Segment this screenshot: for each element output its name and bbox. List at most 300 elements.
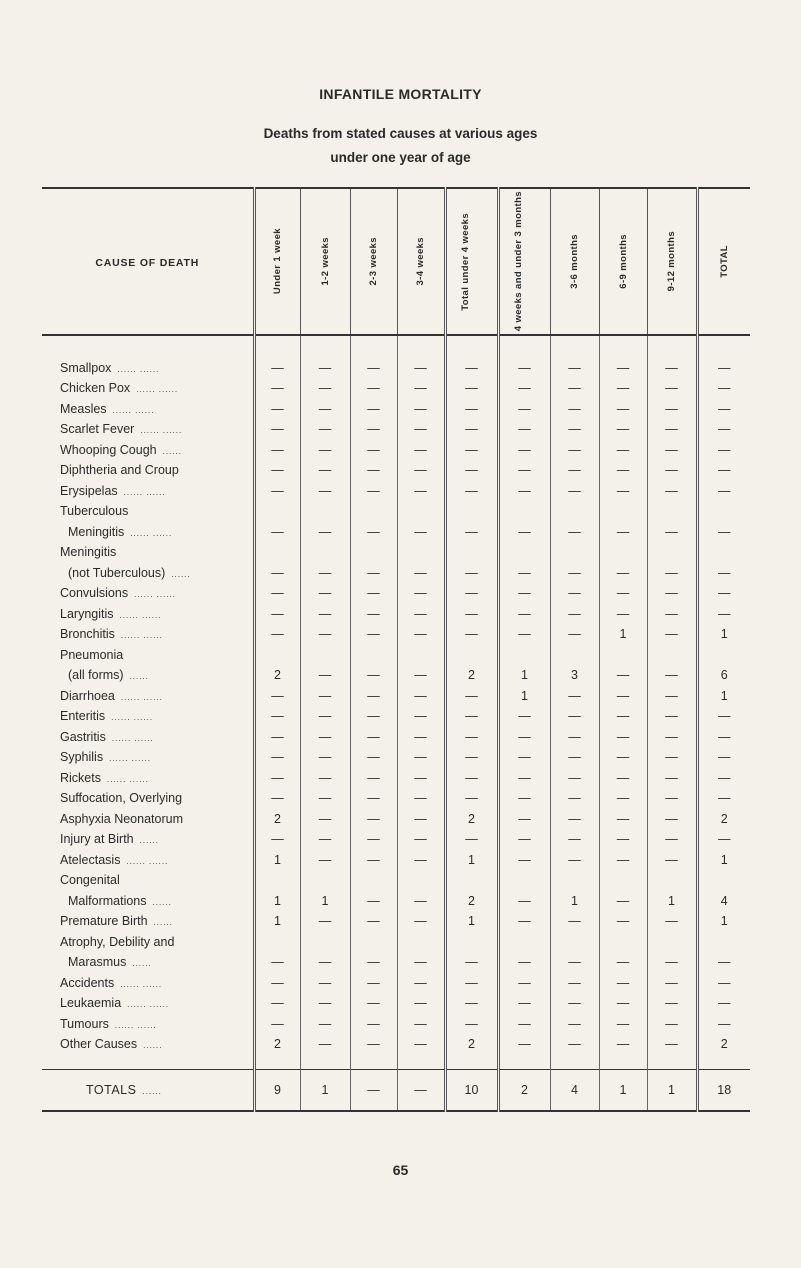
- value-cell: —: [498, 354, 550, 375]
- cause-label: (not Tuberculous): [68, 565, 166, 580]
- value-cell: —: [350, 559, 397, 580]
- value-cell: 1: [300, 1070, 350, 1112]
- spacer-row: [42, 335, 750, 354]
- leader-dots: ...... ......: [120, 979, 163, 989]
- value-cell: —: [350, 416, 397, 437]
- value-cell: —: [300, 621, 350, 642]
- cause-label: Syphilis: [60, 750, 104, 764]
- value-cell: —: [599, 1010, 647, 1031]
- value-cell: 18: [697, 1070, 750, 1112]
- value-cell: —: [300, 457, 350, 478]
- cause-cell: [42, 969, 254, 990]
- value-cell: 3: [550, 662, 599, 683]
- value-cell: —: [254, 723, 300, 744]
- value-cell: —: [254, 477, 300, 498]
- cause-cell: [42, 867, 254, 888]
- cause-label: Premature Birth: [60, 914, 148, 928]
- value-cell: —: [300, 703, 350, 724]
- cause-label: Bronchitis: [60, 627, 115, 641]
- value-cell: —: [397, 457, 445, 478]
- value-cell: —: [300, 723, 350, 744]
- value-cell: —: [300, 354, 350, 375]
- value-cell: —: [599, 682, 647, 703]
- value-cell: —: [697, 457, 750, 478]
- leader-dots: ......: [132, 959, 152, 968]
- value-cell: [445, 498, 498, 519]
- value-cell: —: [599, 908, 647, 929]
- value-cell: —: [397, 477, 445, 498]
- value-cell: —: [550, 805, 599, 826]
- table-row: [42, 416, 750, 437]
- value-cell: —: [445, 682, 498, 703]
- value-cell: —: [445, 395, 498, 416]
- value-cell: [697, 928, 750, 949]
- value-cell: —: [599, 518, 647, 539]
- cause-cell: [42, 641, 254, 662]
- value-cell: —: [445, 518, 498, 539]
- table-row: [42, 395, 750, 416]
- value-cell: —: [647, 436, 697, 457]
- leader-dots: ...... ......: [126, 856, 169, 866]
- value-cell: —: [498, 1031, 550, 1052]
- cause-label: Pneumonia: [60, 647, 124, 662]
- value-cell: —: [397, 436, 445, 457]
- value-cell: —: [254, 826, 300, 847]
- value-cell: —: [397, 990, 445, 1011]
- value-cell: [397, 641, 445, 662]
- value-cell: 1: [697, 846, 750, 867]
- column-header-9-12-months: 9-12 months: [647, 188, 697, 335]
- table-row: [42, 1010, 750, 1031]
- table-row: [42, 477, 750, 498]
- value-cell: —: [498, 990, 550, 1011]
- cause-label: Leukaemia: [60, 996, 122, 1010]
- value-cell: —: [550, 949, 599, 970]
- value-cell: 1: [599, 1070, 647, 1112]
- column-header-1-2-weeks: 1-2 weeks: [300, 188, 350, 335]
- value-cell: —: [445, 416, 498, 437]
- value-cell: —: [697, 949, 750, 970]
- value-cell: —: [697, 518, 750, 539]
- table-row: [42, 621, 750, 642]
- value-cell: —: [550, 1010, 599, 1031]
- value-cell: —: [599, 969, 647, 990]
- value-cell: —: [300, 416, 350, 437]
- leader-dots: ...... ......: [130, 528, 173, 538]
- value-cell: —: [350, 518, 397, 539]
- value-cell: —: [300, 375, 350, 396]
- value-cell: [254, 867, 300, 888]
- value-cell: —: [254, 744, 300, 765]
- value-cell: —: [397, 723, 445, 744]
- column-header-total: TOTAL: [697, 188, 750, 335]
- value-cell: [445, 641, 498, 662]
- value-cell: —: [350, 1070, 397, 1112]
- value-cell: —: [599, 436, 647, 457]
- value-cell: —: [498, 703, 550, 724]
- cause-cell: [42, 580, 254, 601]
- value-cell: —: [599, 354, 647, 375]
- value-cell: —: [300, 949, 350, 970]
- value-cell: [697, 867, 750, 888]
- value-cell: [300, 641, 350, 662]
- value-cell: —: [300, 969, 350, 990]
- value-cell: —: [254, 969, 300, 990]
- value-cell: —: [647, 990, 697, 1011]
- leader-dots: ......: [162, 446, 182, 456]
- value-cell: —: [445, 600, 498, 621]
- value-cell: —: [599, 723, 647, 744]
- leader-dots: ...... ......: [111, 713, 154, 722]
- value-cell: 1: [254, 908, 300, 929]
- value-cell: —: [397, 600, 445, 621]
- value-cell: —: [350, 436, 397, 457]
- infantile-mortality-table: [42, 187, 750, 1112]
- value-cell: —: [350, 887, 397, 908]
- value-cell: [599, 498, 647, 519]
- value-cell: —: [350, 703, 397, 724]
- leader-dots: ...... ......: [123, 487, 166, 497]
- value-cell: —: [647, 764, 697, 785]
- value-cell: [550, 498, 599, 519]
- value-cell: —: [254, 559, 300, 580]
- table-row: [42, 436, 750, 457]
- value-cell: 2: [254, 662, 300, 683]
- cause-label: Diarrhoea: [60, 688, 115, 703]
- value-cell: —: [647, 600, 697, 621]
- value-cell: —: [445, 969, 498, 990]
- value-cell: —: [599, 764, 647, 785]
- value-cell: —: [254, 416, 300, 437]
- value-cell: [254, 539, 300, 560]
- value-cell: —: [350, 764, 397, 785]
- value-cell: —: [350, 744, 397, 765]
- value-cell: —: [599, 375, 647, 396]
- value-cell: —: [697, 990, 750, 1011]
- value-cell: —: [350, 1010, 397, 1031]
- value-cell: —: [647, 785, 697, 806]
- cause-cell: [42, 682, 254, 703]
- value-cell: —: [300, 682, 350, 703]
- table-row: [42, 990, 750, 1011]
- value-cell: —: [445, 375, 498, 396]
- value-cell: —: [599, 805, 647, 826]
- value-cell: —: [498, 805, 550, 826]
- value-cell: [300, 928, 350, 949]
- cause-label: Measles: [60, 401, 107, 416]
- value-cell: [254, 641, 300, 662]
- leader-dots: ...... ......: [117, 364, 160, 374]
- value-cell: —: [550, 354, 599, 375]
- value-cell: —: [599, 416, 647, 437]
- cause-cell: [42, 846, 254, 867]
- table-row: [42, 949, 750, 970]
- value-cell: 2: [697, 1031, 750, 1052]
- value-cell: —: [498, 1010, 550, 1031]
- value-cell: —: [397, 744, 445, 765]
- cause-cell: [42, 457, 254, 478]
- value-cell: —: [697, 744, 750, 765]
- cause-label: Other Causes: [60, 1037, 138, 1051]
- value-cell: —: [647, 805, 697, 826]
- value-cell: —: [550, 826, 599, 847]
- table-subtitle: [0, 122, 801, 170]
- value-cell: —: [300, 846, 350, 867]
- value-cell: —: [647, 949, 697, 970]
- cause-cell: [42, 723, 254, 744]
- value-cell: —: [350, 1031, 397, 1052]
- value-cell: —: [647, 682, 697, 703]
- value-cell: [445, 539, 498, 560]
- value-cell: —: [697, 395, 750, 416]
- value-cell: —: [697, 723, 750, 744]
- value-cell: [397, 498, 445, 519]
- value-cell: —: [254, 580, 300, 601]
- table-row: [42, 846, 750, 867]
- value-cell: —: [599, 580, 647, 601]
- leader-dots: ...... ......: [119, 610, 162, 620]
- value-cell: —: [647, 580, 697, 601]
- value-cell: —: [498, 723, 550, 744]
- value-cell: 2: [697, 805, 750, 826]
- value-cell: [397, 539, 445, 560]
- value-cell: —: [397, 785, 445, 806]
- value-cell: —: [550, 580, 599, 601]
- value-cell: —: [300, 662, 350, 683]
- value-cell: —: [599, 395, 647, 416]
- value-cell: —: [647, 826, 697, 847]
- header-row: [42, 188, 750, 335]
- value-cell: —: [498, 477, 550, 498]
- value-cell: —: [697, 559, 750, 580]
- value-cell: [498, 641, 550, 662]
- column-header-3-4-weeks: 3-4 weeks: [397, 188, 445, 335]
- value-cell: —: [550, 559, 599, 580]
- value-cell: —: [697, 764, 750, 785]
- cause-label: Atelectasis: [60, 852, 121, 867]
- value-cell: [397, 867, 445, 888]
- cause-label: Enteritis: [60, 709, 106, 723]
- value-cell: —: [697, 580, 750, 601]
- cause-label: Chicken Pox: [60, 381, 131, 395]
- value-cell: 1: [254, 887, 300, 908]
- value-cell: —: [550, 764, 599, 785]
- value-cell: —: [350, 621, 397, 642]
- cause-cell: [42, 1070, 254, 1112]
- value-cell: —: [254, 395, 300, 416]
- cause-cell: [42, 1031, 254, 1052]
- cause-label: Congenital: [60, 873, 120, 887]
- value-cell: —: [350, 662, 397, 683]
- table-row: [42, 867, 750, 888]
- table-row: [42, 682, 750, 703]
- value-cell: —: [254, 457, 300, 478]
- value-cell: —: [350, 785, 397, 806]
- value-cell: —: [445, 354, 498, 375]
- value-cell: —: [397, 805, 445, 826]
- table-row: [42, 354, 750, 375]
- leader-dots: ...... ......: [127, 1000, 170, 1009]
- value-cell: —: [350, 826, 397, 847]
- value-cell: 4: [697, 887, 750, 908]
- cause-label: Gastritis: [60, 729, 106, 744]
- table-row: [42, 559, 750, 580]
- cause-label: Malformations: [68, 893, 147, 908]
- value-cell: —: [599, 990, 647, 1011]
- leader-dots: ......: [152, 897, 172, 907]
- cause-cell: [42, 395, 254, 416]
- value-cell: [254, 498, 300, 519]
- value-cell: —: [397, 682, 445, 703]
- value-cell: —: [397, 621, 445, 642]
- value-cell: —: [697, 703, 750, 724]
- value-cell: —: [599, 1031, 647, 1052]
- value-cell: 1: [647, 887, 697, 908]
- value-cell: [647, 498, 697, 519]
- value-cell: —: [445, 703, 498, 724]
- value-cell: —: [647, 518, 697, 539]
- value-cell: [350, 641, 397, 662]
- cause-label: Injury at Birth: [60, 832, 134, 846]
- value-cell: —: [350, 990, 397, 1011]
- value-cell: —: [300, 908, 350, 929]
- column-header-4-weeks-3-months: 4 weeks and under 3 months: [498, 188, 550, 335]
- value-cell: —: [397, 969, 445, 990]
- value-cell: —: [498, 600, 550, 621]
- cause-cell: [42, 477, 254, 498]
- value-cell: 2: [498, 1070, 550, 1112]
- cause-cell: [42, 805, 254, 826]
- cause-label: Atrophy, Debility and: [60, 934, 175, 949]
- table-row: [42, 744, 750, 765]
- column-header-6-9-months: 6-9 months: [599, 188, 647, 335]
- cause-label: Tumours: [60, 1016, 109, 1031]
- value-cell: —: [647, 969, 697, 990]
- table-row: [42, 1031, 750, 1052]
- value-cell: [498, 539, 550, 560]
- value-cell: —: [697, 416, 750, 437]
- value-cell: —: [599, 457, 647, 478]
- value-cell: —: [550, 1031, 599, 1052]
- cause-cell: [42, 826, 254, 847]
- cause-label: Marasmus: [68, 955, 127, 969]
- leader-dots: ...... ......: [120, 692, 163, 702]
- value-cell: 1: [498, 682, 550, 703]
- leader-dots: ......: [129, 672, 149, 681]
- value-cell: —: [599, 662, 647, 683]
- leader-dots: ......: [142, 1087, 162, 1096]
- value-cell: —: [300, 785, 350, 806]
- value-cell: —: [697, 436, 750, 457]
- leader-dots: ...... ......: [134, 590, 176, 599]
- value-cell: [300, 867, 350, 888]
- value-cell: [350, 867, 397, 888]
- value-cell: —: [697, 785, 750, 806]
- value-cell: 1: [550, 887, 599, 908]
- value-cell: —: [300, 395, 350, 416]
- table-row: [42, 887, 750, 908]
- value-cell: —: [254, 703, 300, 724]
- value-cell: [350, 498, 397, 519]
- cause-cell: [42, 518, 254, 539]
- cause-label: Erysipelas: [60, 483, 118, 498]
- cause-cell: [42, 498, 254, 519]
- cause-cell: [42, 354, 254, 375]
- value-cell: —: [350, 723, 397, 744]
- value-cell: —: [300, 580, 350, 601]
- cause-cell: [42, 539, 254, 560]
- value-cell: —: [550, 969, 599, 990]
- value-cell: —: [397, 703, 445, 724]
- cause-cell: [42, 908, 254, 929]
- value-cell: 1: [254, 846, 300, 867]
- value-cell: —: [300, 805, 350, 826]
- value-cell: [498, 867, 550, 888]
- value-cell: —: [647, 1010, 697, 1031]
- value-cell: —: [697, 969, 750, 990]
- table-row: [42, 785, 750, 806]
- cause-label: Smallpox: [60, 360, 112, 375]
- value-cell: —: [445, 477, 498, 498]
- leader-dots: ...... ......: [111, 733, 154, 743]
- value-cell: —: [550, 600, 599, 621]
- value-cell: —: [550, 518, 599, 539]
- cause-cell: [42, 949, 254, 970]
- cause-cell: [42, 1010, 254, 1031]
- value-cell: —: [498, 969, 550, 990]
- subtitle-line-2: under one year of age: [330, 150, 471, 165]
- value-cell: —: [397, 949, 445, 970]
- value-cell: 1: [445, 908, 498, 929]
- value-cell: —: [397, 764, 445, 785]
- value-cell: [599, 867, 647, 888]
- cause-cell: [42, 990, 254, 1011]
- cause-cell: [42, 416, 254, 437]
- value-cell: —: [599, 785, 647, 806]
- value-cell: —: [445, 826, 498, 847]
- value-cell: [550, 641, 599, 662]
- value-cell: 1: [599, 621, 647, 642]
- leader-dots: ......: [153, 918, 173, 927]
- value-cell: 2: [254, 1031, 300, 1052]
- value-cell: —: [647, 662, 697, 683]
- value-cell: —: [300, 1031, 350, 1052]
- cause-label: Accidents: [60, 975, 115, 990]
- value-cell: —: [498, 908, 550, 929]
- leader-dots: ...... ......: [136, 385, 179, 394]
- value-cell: 1: [498, 662, 550, 683]
- value-cell: [697, 539, 750, 560]
- value-cell: —: [498, 621, 550, 642]
- table-row: [42, 723, 750, 744]
- value-cell: —: [300, 744, 350, 765]
- value-cell: [599, 928, 647, 949]
- leader-dots: ...... ......: [140, 426, 183, 435]
- table-row: [42, 518, 750, 539]
- value-cell: —: [498, 580, 550, 601]
- value-cell: —: [397, 580, 445, 601]
- value-cell: —: [300, 600, 350, 621]
- value-cell: —: [498, 785, 550, 806]
- value-cell: —: [397, 559, 445, 580]
- value-cell: 2: [445, 887, 498, 908]
- value-cell: —: [550, 621, 599, 642]
- value-cell: —: [254, 600, 300, 621]
- value-cell: —: [254, 621, 300, 642]
- value-cell: 1: [445, 846, 498, 867]
- table-row: [42, 764, 750, 785]
- leader-dots: ...... ......: [109, 754, 151, 763]
